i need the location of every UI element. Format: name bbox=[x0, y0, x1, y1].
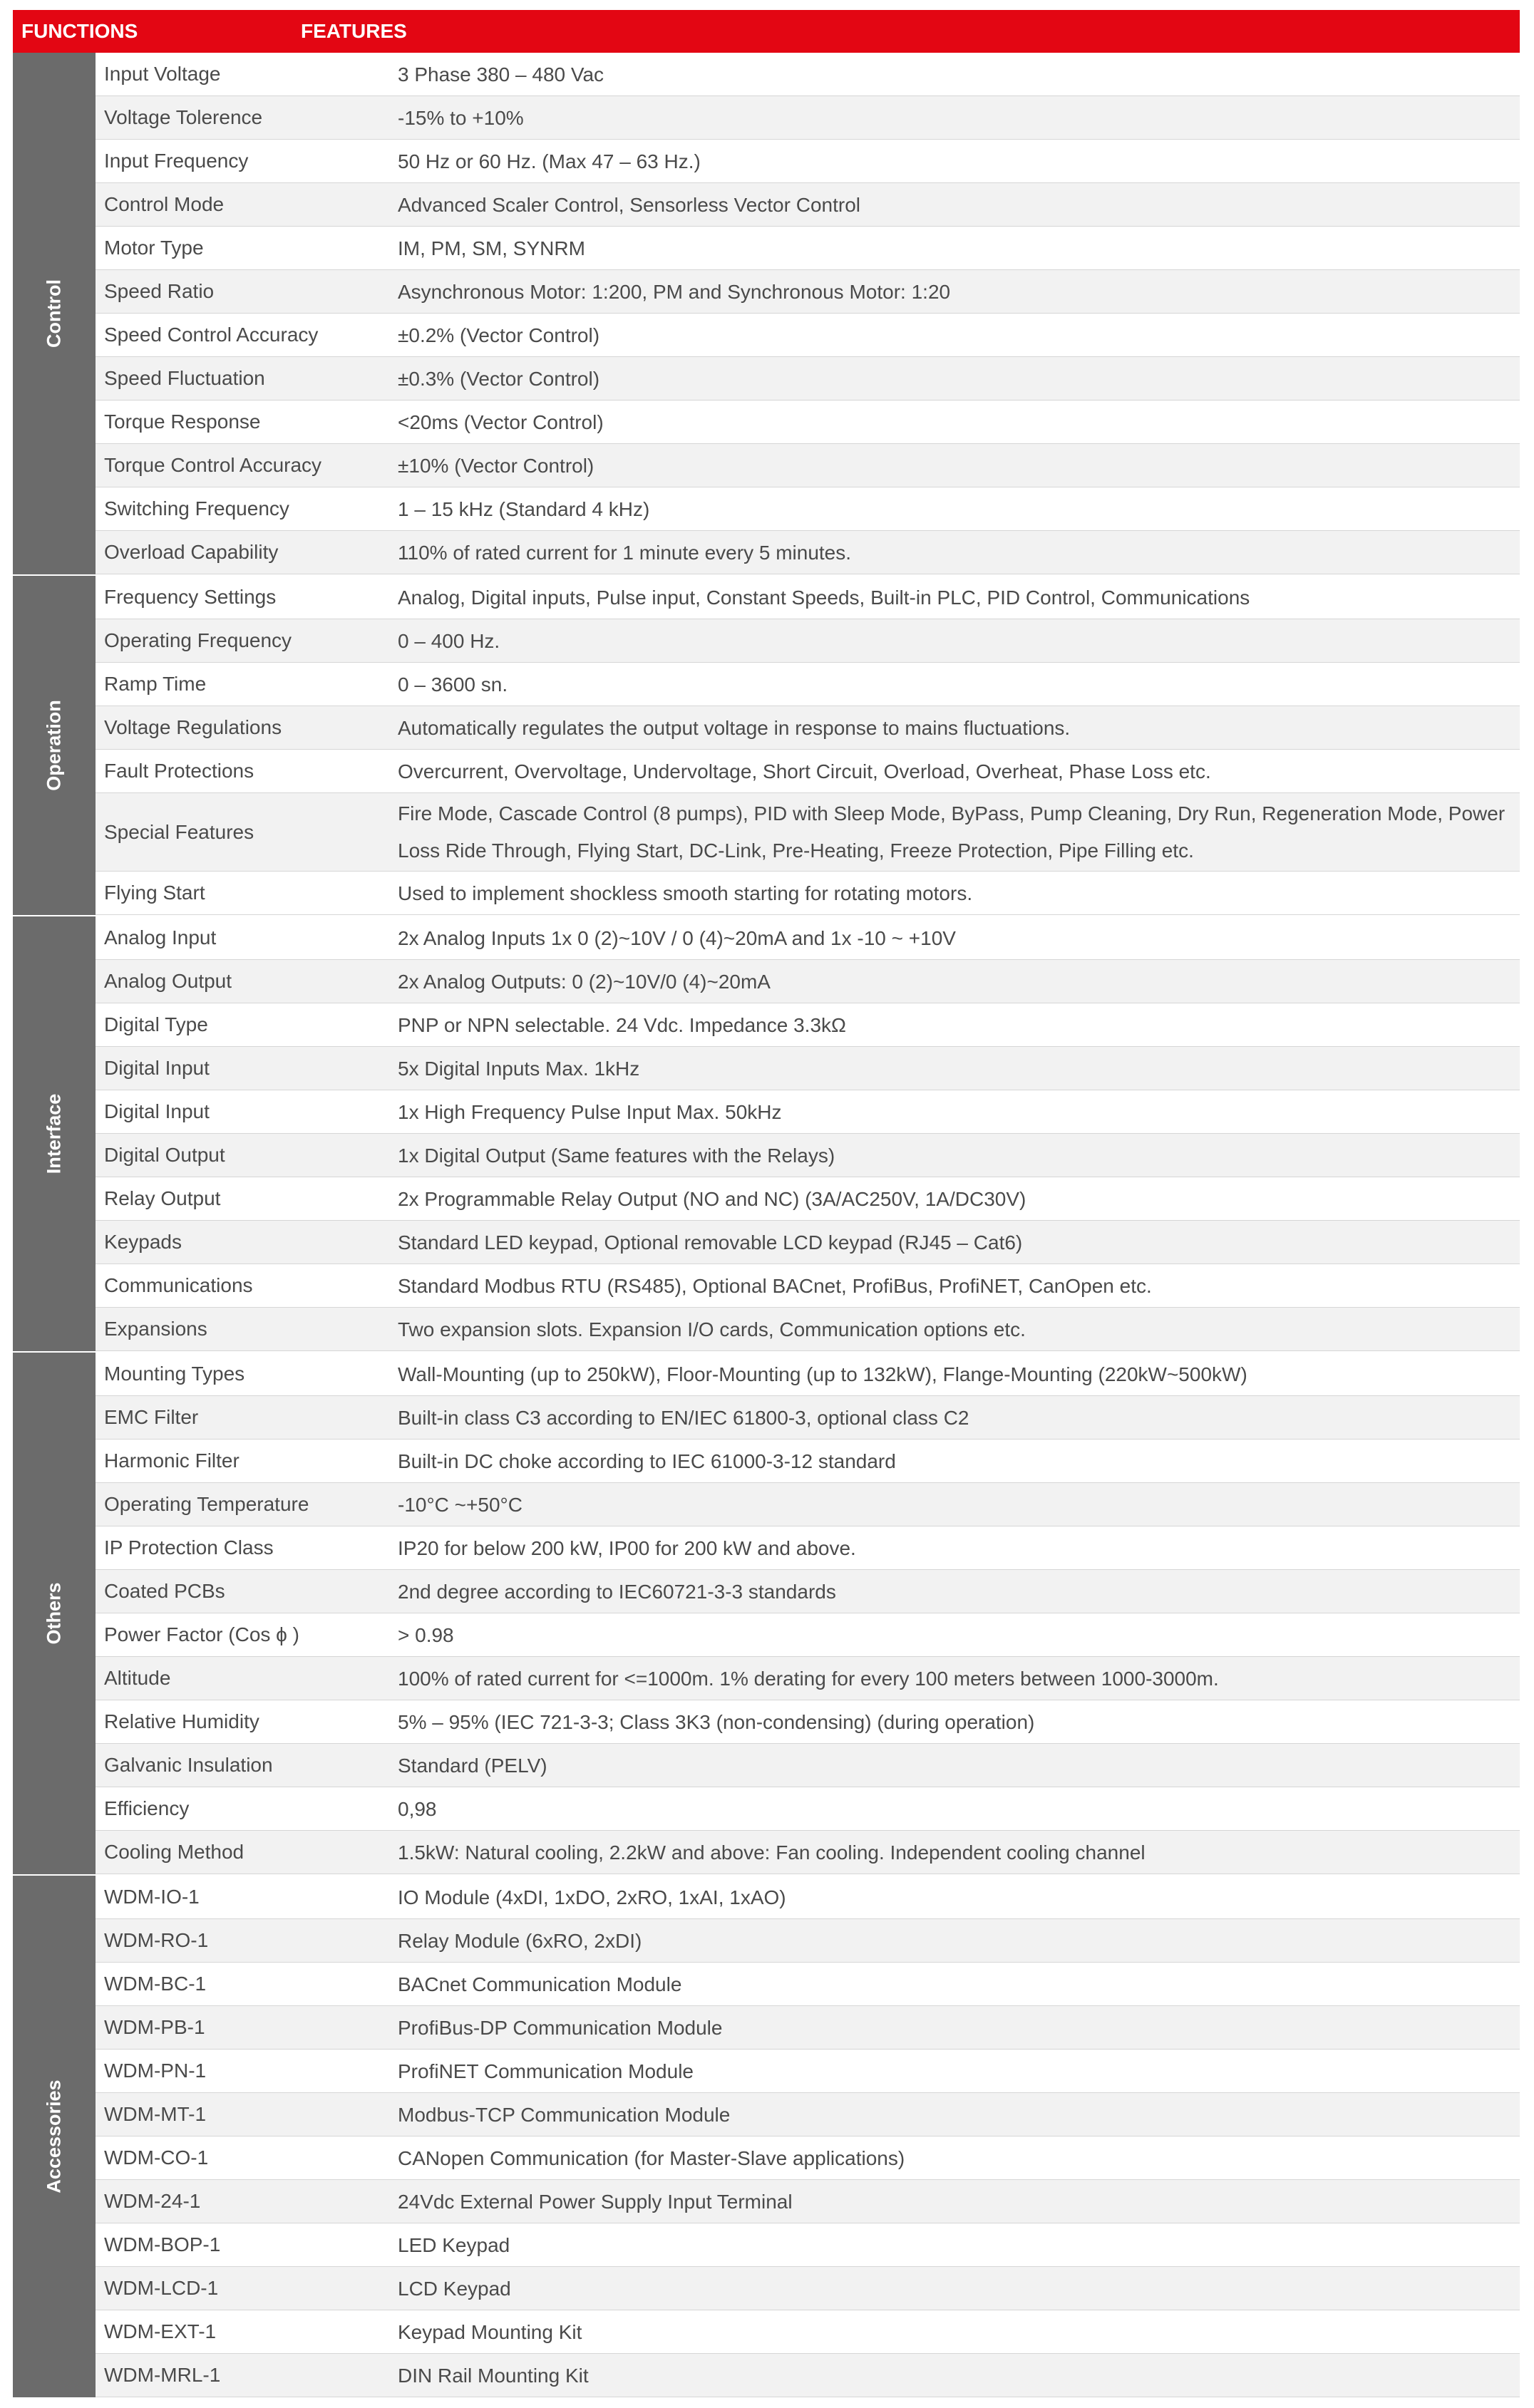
function-cell: IP Protection Class bbox=[104, 1536, 274, 1559]
function-cell: Torque Response bbox=[104, 410, 261, 433]
function-cell: Efficiency bbox=[104, 1797, 190, 1819]
group-label: Control bbox=[43, 279, 65, 348]
feature-cell: CANopen Communication (for Master-Slave applications) bbox=[398, 2146, 905, 2169]
group-label-bar bbox=[13, 576, 96, 915]
table-body bbox=[13, 53, 1520, 2399]
function-cell: WDM-LCD-1 bbox=[104, 2277, 219, 2299]
function-cell: WDM-CO-1 bbox=[104, 2146, 209, 2169]
table-row bbox=[96, 1787, 1520, 1831]
function-cell: Motor Type bbox=[104, 237, 204, 259]
function-cell: Flying Start bbox=[104, 882, 205, 904]
table-row bbox=[96, 140, 1520, 183]
feature-cell: ProfiBus-DP Communication Module bbox=[398, 2016, 723, 2039]
table-row bbox=[96, 2093, 1520, 2136]
table-row bbox=[96, 2310, 1520, 2354]
table-row bbox=[96, 401, 1520, 444]
function-cell: Control Mode bbox=[104, 193, 225, 215]
feature-cell: LCD Keypad bbox=[398, 2277, 511, 2300]
group-label-bar bbox=[13, 1876, 96, 2397]
function-cell: WDM-EXT-1 bbox=[104, 2320, 217, 2342]
feature-cell: Standard (PELV) bbox=[398, 1754, 547, 1777]
table-row bbox=[96, 1963, 1520, 2006]
function-cell: WDM-24-1 bbox=[104, 2190, 201, 2212]
group-label-bar bbox=[13, 1353, 96, 1874]
table-row bbox=[96, 357, 1520, 401]
feature-cell: 0 – 3600 sn. bbox=[398, 673, 508, 696]
function-cell: WDM-IO-1 bbox=[104, 1886, 200, 1908]
table-row bbox=[96, 2180, 1520, 2223]
feature-cell: 110% of rated current for 1 minute every 5 minutes. bbox=[398, 541, 852, 564]
feature-cell: 2x Analog Outputs: 0 (2)~10V/0 (4)~20mA bbox=[398, 970, 771, 993]
function-cell: Operating Temperature bbox=[104, 1493, 309, 1515]
feature-cell: Standard Modbus RTU (RS485), Optional BACnet, ProfiBus, ProfiNET, CanOpen etc. bbox=[398, 1274, 1152, 1297]
table-row bbox=[96, 576, 1520, 619]
feature-cell: Overcurrent, Overvoltage, Undervoltage, Short Circuit, Overload, Overheat, Phase Loss etc. bbox=[398, 760, 1211, 782]
table-row bbox=[96, 1221, 1520, 1264]
function-cell: Expansions bbox=[104, 1318, 207, 1340]
spec-table bbox=[13, 10, 1520, 2399]
function-cell: WDM-PB-1 bbox=[104, 2016, 205, 2038]
table-row bbox=[96, 916, 1520, 960]
function-cell: Coated PCBs bbox=[104, 1580, 225, 1602]
function-cell: WDM-MT-1 bbox=[104, 2103, 207, 2125]
function-cell: Speed Control Accuracy bbox=[104, 324, 319, 346]
table-row bbox=[96, 2050, 1520, 2093]
function-cell: Digital Input bbox=[104, 1057, 210, 1079]
table-row bbox=[96, 1919, 1520, 1963]
header-functions: FUNCTIONS bbox=[21, 20, 138, 42]
function-cell: WDM-MRL-1 bbox=[104, 2364, 221, 2386]
function-cell: Digital Type bbox=[104, 1013, 208, 1035]
feature-cell: Used to implement shockless smooth starting for rotating motors. bbox=[398, 882, 973, 904]
table-row bbox=[96, 793, 1520, 872]
table-row bbox=[96, 487, 1520, 531]
feature-cell: Built-in DC choke according to IEC 61000-3-12 standard bbox=[398, 1450, 896, 1472]
group-label: Accessories bbox=[43, 2079, 65, 2193]
table-row bbox=[96, 1003, 1520, 1047]
table-row bbox=[96, 444, 1520, 487]
feature-cell: 2nd degree according to IEC60721-3-3 standards bbox=[398, 1580, 836, 1603]
group-label: Others bbox=[43, 1582, 65, 1645]
function-cell: WDM-RO-1 bbox=[104, 1929, 209, 1951]
function-cell: EMC Filter bbox=[104, 1406, 199, 1428]
function-cell: Galvanic Insulation bbox=[104, 1754, 273, 1776]
feature-cell: Advanced Scaler Control, Sensorless Vector Control bbox=[398, 193, 860, 216]
group-rows bbox=[96, 916, 1520, 1351]
table-row bbox=[96, 96, 1520, 140]
group-label: Operation bbox=[43, 700, 65, 791]
table-row bbox=[96, 1744, 1520, 1787]
function-cell: Digital Input bbox=[104, 1100, 210, 1122]
function-cell: Special Features bbox=[104, 820, 254, 843]
feature-cell: 1x Digital Output (Same features with the Relays) bbox=[398, 1144, 835, 1167]
function-cell: Analog Input bbox=[104, 926, 217, 949]
table-row bbox=[96, 270, 1520, 314]
table-row bbox=[96, 1570, 1520, 1613]
group-rows bbox=[96, 576, 1520, 915]
function-cell: Relative Humidity bbox=[104, 1710, 259, 1732]
feature-cell: ±0.3% (Vector Control) bbox=[398, 367, 600, 390]
header-features: FEATURES bbox=[301, 20, 407, 42]
function-cell: Torque Control Accuracy bbox=[104, 454, 322, 476]
table-row bbox=[96, 1440, 1520, 1483]
group-accessories bbox=[13, 1876, 1520, 2399]
function-cell: Altitude bbox=[104, 1667, 171, 1689]
function-cell: Speed Ratio bbox=[104, 280, 215, 302]
function-cell: Ramp Time bbox=[104, 673, 207, 695]
group-rows bbox=[96, 1876, 1520, 2397]
function-cell: Relay Output bbox=[104, 1187, 221, 1209]
feature-cell: -15% to +10% bbox=[398, 106, 524, 129]
function-cell: Analog Output bbox=[104, 970, 232, 992]
table-row bbox=[96, 663, 1520, 706]
group-control bbox=[13, 53, 1520, 576]
table-row bbox=[96, 1353, 1520, 1396]
feature-cell: PNP or NPN selectable. 24 Vdc. Impedance 3.3kΩ bbox=[398, 1013, 846, 1036]
feature-cell: Modbus-TCP Communication Module bbox=[398, 2103, 731, 2126]
feature-cell: 3 Phase 380 – 480 Vac bbox=[398, 63, 604, 86]
function-cell: Mounting Types bbox=[104, 1363, 245, 1385]
table-row bbox=[96, 1700, 1520, 1744]
feature-cell: 0 – 400 Hz. bbox=[398, 629, 500, 652]
function-cell: Voltage Regulations bbox=[104, 716, 282, 738]
table-row bbox=[96, 1613, 1520, 1657]
table-row bbox=[96, 1047, 1520, 1090]
feature-cell: DIN Rail Mounting Kit bbox=[398, 2364, 589, 2387]
feature-cell: ±10% (Vector Control) bbox=[398, 454, 594, 477]
feature-cell: 1.5kW: Natural cooling, 2.2kW and above: Fan cooling. Independent cooling channel bbox=[398, 1841, 1146, 1864]
table-row bbox=[96, 1308, 1520, 1351]
feature-cell: Two expansion slots. Expansion I/O cards, Communication options etc. bbox=[398, 1318, 1026, 1340]
table-row bbox=[96, 1090, 1520, 1134]
feature-cell: 0,98 bbox=[398, 1797, 437, 1820]
table-row bbox=[96, 960, 1520, 1003]
feature-cell: IP20 for below 200 kW, IP00 for 200 kW and above. bbox=[398, 1536, 856, 1559]
table-row bbox=[96, 314, 1520, 357]
feature-cell: 2x Analog Inputs 1x 0 (2)~10V / 0 (4)~20mA and 1x -10 ~ +10V bbox=[398, 926, 956, 949]
function-cell: WDM-PN-1 bbox=[104, 2060, 207, 2082]
function-cell: Communications bbox=[104, 1274, 253, 1296]
function-cell: Fault Protections bbox=[104, 760, 254, 782]
feature-cell: 100% of rated current for <=1000m. 1% derating for every 100 meters between 1000-3000m. bbox=[398, 1667, 1219, 1690]
function-cell: Operating Frequency bbox=[104, 629, 292, 651]
function-cell: Keypads bbox=[104, 1231, 182, 1253]
table-row bbox=[96, 1876, 1520, 1919]
table-row bbox=[96, 1831, 1520, 1874]
table-row bbox=[96, 1657, 1520, 1700]
feature-cell: Wall-Mounting (up to 250kW), Floor-Mounting (up to 132kW), Flange-Mounting (220kW~500kW) bbox=[398, 1363, 1247, 1385]
table-header bbox=[13, 10, 1520, 53]
feature-cell: LED Keypad bbox=[398, 2233, 510, 2256]
function-cell: Frequency Settings bbox=[104, 586, 277, 608]
feature-cell: Relay Module (6xRO, 2xDI) bbox=[398, 1929, 642, 1952]
group-interface bbox=[13, 916, 1520, 1353]
table-row bbox=[96, 1526, 1520, 1570]
feature-cell: 1x High Frequency Pulse Input Max. 50kHz bbox=[398, 1100, 782, 1123]
feature-cell: 5% – 95% (IEC 721-3-3; Class 3K3 (non-condensing) (during operation) bbox=[398, 1710, 1035, 1733]
table-row bbox=[96, 2006, 1520, 2050]
table-row bbox=[96, 1177, 1520, 1221]
table-row bbox=[96, 1134, 1520, 1177]
function-cell: Speed Fluctuation bbox=[104, 367, 265, 389]
group-rows bbox=[96, 1353, 1520, 1874]
feature-cell: Analog, Digital inputs, Pulse input, Constant Speeds, Built-in PLC, PID Control, Communications bbox=[398, 586, 1250, 609]
group-label-bar bbox=[13, 916, 96, 1351]
group-operation bbox=[13, 576, 1520, 916]
function-cell: Overload Capability bbox=[104, 541, 279, 563]
table-row bbox=[96, 872, 1520, 915]
function-cell: Cooling Method bbox=[104, 1841, 244, 1863]
table-row bbox=[96, 619, 1520, 663]
function-cell: Input Frequency bbox=[104, 150, 249, 172]
function-cell: Digital Output bbox=[104, 1144, 225, 1166]
table-row bbox=[96, 2136, 1520, 2180]
feature-cell: IM, PM, SM, SYNRM bbox=[398, 237, 585, 259]
feature-cell: BACnet Communication Module bbox=[398, 1973, 682, 1995]
feature-cell: ±0.2% (Vector Control) bbox=[398, 324, 600, 346]
group-others bbox=[13, 1353, 1520, 1876]
function-cell: Harmonic Filter bbox=[104, 1450, 240, 1472]
table-row bbox=[96, 227, 1520, 270]
table-row bbox=[96, 750, 1520, 793]
feature-cell: Keypad Mounting Kit bbox=[398, 2320, 582, 2343]
function-cell: Power Factor (Cos ϕ ) bbox=[104, 1623, 299, 1645]
table-row bbox=[96, 2223, 1520, 2267]
feature-cell: 5x Digital Inputs Max. 1kHz bbox=[398, 1057, 640, 1080]
feature-cell: Asynchronous Motor: 1:200, PM and Synchronous Motor: 1:20 bbox=[398, 280, 951, 303]
function-cell: WDM-BOP-1 bbox=[104, 2233, 221, 2255]
table-row bbox=[96, 531, 1520, 574]
table-row bbox=[96, 53, 1520, 96]
table-row bbox=[96, 183, 1520, 227]
feature-cell: 1 – 15 kHz (Standard 4 kHz) bbox=[398, 497, 650, 520]
feature-cell: Fire Mode, Cascade Control (8 pumps), PID with Sleep Mode, ByPass, Pump Cleaning, Dry Run, Regeneration Mode, Power Loss Ride Through, Flying Start, DC-Link, Pre-Heating, Freeze Protection, Pipe Filling etc. bbox=[398, 802, 1505, 862]
function-cell: WDM-BC-1 bbox=[104, 1973, 207, 1995]
feature-cell: 50 Hz or 60 Hz. (Max 47 – 63 Hz.) bbox=[398, 150, 701, 172]
function-cell: Switching Frequency bbox=[104, 497, 289, 520]
feature-cell: 2x Programmable Relay Output (NO and NC) (3A/AC250V, 1A/DC30V) bbox=[398, 1187, 1026, 1210]
table-row bbox=[96, 706, 1520, 750]
feature-cell: <20ms (Vector Control) bbox=[398, 410, 604, 433]
table-row bbox=[96, 1396, 1520, 1440]
feature-cell: Built-in class C3 according to EN/IEC 61800-3, optional class C2 bbox=[398, 1406, 969, 1429]
function-cell: Input Voltage bbox=[104, 63, 221, 85]
group-label-bar bbox=[13, 53, 96, 574]
table-row bbox=[96, 1264, 1520, 1308]
feature-cell: IO Module (4xDI, 1xDO, 2xRO, 1xAI, 1xAO) bbox=[398, 1886, 786, 1908]
group-label: Interface bbox=[43, 1093, 65, 1174]
feature-cell: Automatically regulates the output voltage in response to mains fluctuations. bbox=[398, 716, 1071, 739]
feature-cell: Standard LED keypad, Optional removable LCD keypad (RJ45 – Cat6) bbox=[398, 1231, 1023, 1254]
table-row bbox=[96, 1483, 1520, 1526]
feature-cell: -10°C ~+50°C bbox=[398, 1493, 523, 1516]
feature-cell: > 0.98 bbox=[398, 1623, 454, 1646]
feature-cell: ProfiNET Communication Module bbox=[398, 2060, 694, 2082]
group-rows bbox=[96, 53, 1520, 574]
function-cell: Voltage Tolerence bbox=[104, 106, 263, 128]
feature-cell: 24Vdc External Power Supply Input Terminal bbox=[398, 2190, 793, 2213]
table-row bbox=[96, 2267, 1520, 2310]
table-row bbox=[96, 2354, 1520, 2397]
